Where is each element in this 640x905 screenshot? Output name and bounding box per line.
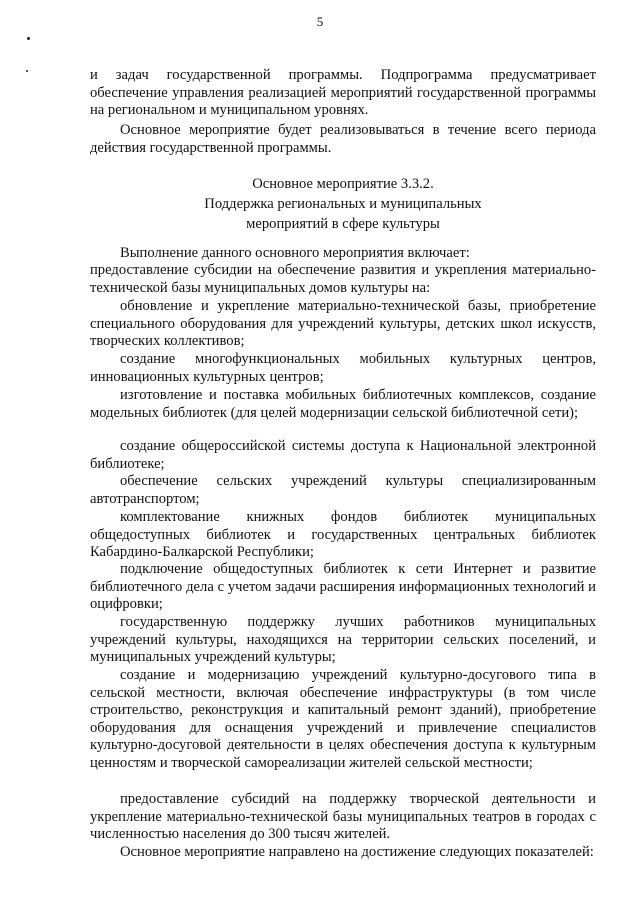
list-item: государственную поддержку лучших работников муниципальных учреждений культуры, находящихся на территории сельских поселений, и муниципальных учреждений культуры; <box>90 614 596 666</box>
paragraph-period: Основное мероприятие будет реализовываться в течение всего периода действия государственной программы. <box>90 122 596 156</box>
list-item: создание многофункциональных мобильных культурных центров, инновационных культурных центров; <box>90 351 596 385</box>
list-item: комплектование книжных фондов библиотек муниципальных общедоступных библиотек и государственных центральных библиотек Кабардино-Балкарской Республики; <box>90 509 596 561</box>
scan-speck <box>26 70 28 72</box>
list-item: создание общероссийской системы доступа к Национальной электронной библиотеке; <box>90 438 596 472</box>
list-item: создание и модернизацию учреждений культурно-досугового типа в сельской местности, включая обеспечение инфраструктуры (в том числе строительство, реконструкция и капитальный ремонт зданий), приобретение оборудования для оснащения учреждений и привлечение специалистов культурно-досуговой деятельности в целях обеспечения доступа к культурным ценностям и творческой самореализации жителей сельской местности; <box>90 667 596 771</box>
paragraph-indicators: Основное мероприятие направлено на достижение следующих показателей: <box>120 844 594 860</box>
paragraph-continuation: и задач государственной программы. Подпрограмма предусматривает обеспечение управления реализацией мероприятий государственной программы на региональном и муниципальном уровнях. <box>90 67 596 119</box>
scan-speck <box>27 37 30 40</box>
list-item: предоставление субсидий на поддержку творческой деятельности и укрепление материально-технической базы муниципальных театров в городах с численностью населения до 300 тысяч жителей. <box>90 791 596 843</box>
paragraph-intro: Выполнение данного основного мероприятия включает: <box>120 245 470 261</box>
paragraph-subsidy: предоставление субсидии на обеспечение развития и укрепления материально-технической базы муниципальных домов культуры на: <box>90 262 596 296</box>
heading-title-line-2: мероприятий в сфере культуры <box>246 216 440 232</box>
page-number: 5 <box>316 14 324 29</box>
list-item: изготовление и поставка мобильных библиотечных комплексов, создание модельных библиотек (для целей модернизации сельской библиотечной сети); <box>90 387 596 421</box>
heading-number: Основное мероприятие 3.3.2. <box>252 176 434 192</box>
section-heading <box>90 174 596 234</box>
heading-title-line-1: Поддержка региональных и муниципальных <box>204 196 482 212</box>
list-item: обеспечение сельских учреждений культуры специализированным автотранспортом; <box>90 473 596 507</box>
list-item: подключение общедоступных библиотек к сети Интернет и развитие библиотечного дела с учетом задачи расширения информационных технологий и оцифровки; <box>90 561 596 613</box>
list-item: обновление и укрепление материально-технической базы, приобретение специального оборудования для учреждений культуры, детских школ искусств, творческих коллективов; <box>90 298 596 350</box>
